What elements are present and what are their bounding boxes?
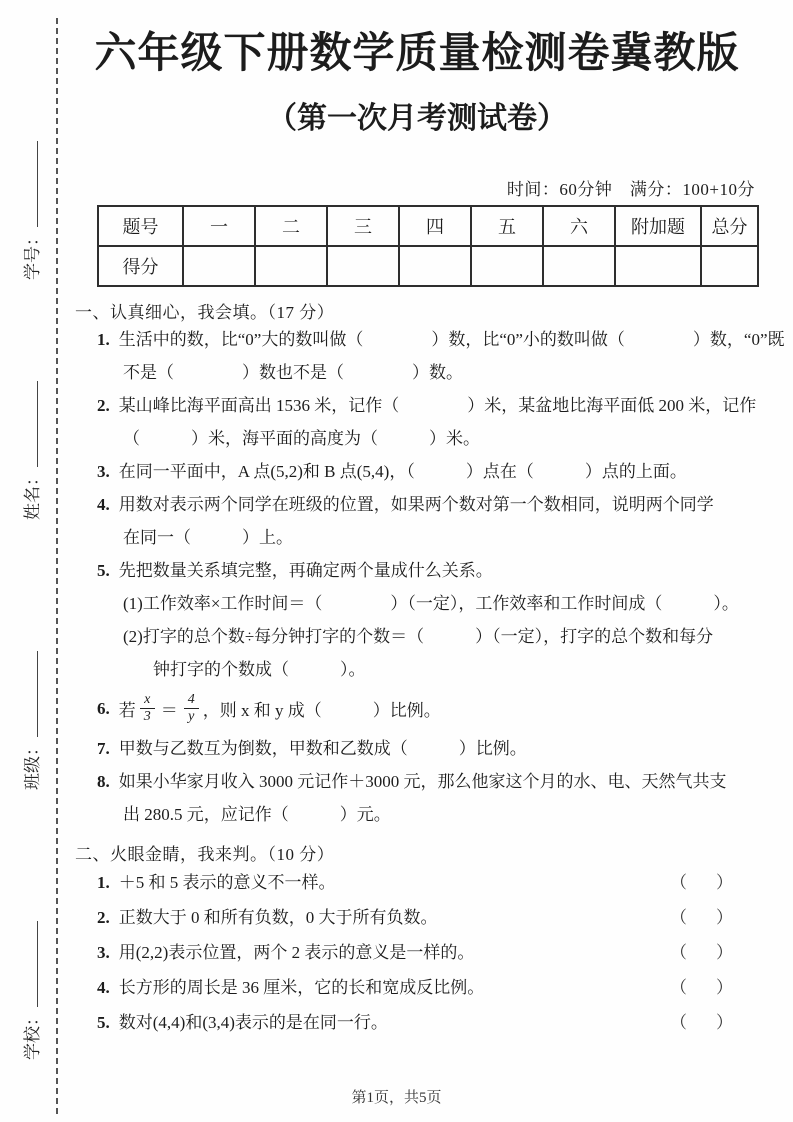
- seal-label-student-id: 学号：: [23, 229, 42, 280]
- answer-parentheses: （ ）: [670, 1012, 739, 1032]
- section2-heading: 二、火眼金睛，我来判。（10 分）: [75, 844, 335, 864]
- question-5-sub-2-line-2: 钟打字的个数成（ ）。: [153, 659, 366, 679]
- score-header-cell: 附加题: [615, 206, 701, 246]
- score-cell-empty: [543, 246, 615, 286]
- judge-question-4: [97, 970, 739, 1005]
- question-text: 如果小华家月收入 3000 元记作＋3000 元，那么他家这个月的水、电、天然气共支: [118, 771, 727, 791]
- fill-in-line: [21, 141, 38, 227]
- page-number: 第1页，共5页: [351, 1090, 442, 1106]
- judge-question-3: [97, 935, 739, 970]
- question-number: 5.: [97, 560, 110, 580]
- question-3-line-1: [97, 455, 759, 488]
- score-header-cell: 四: [399, 206, 471, 246]
- seal-label-name: 姓名：: [23, 469, 42, 520]
- question-text: 在同一平面中，A 点(5,2)和 B 点(5,4)，（ ）点在（ ）点的上面。: [118, 461, 687, 481]
- judge-question-5: [97, 1005, 739, 1040]
- score-table: [97, 205, 759, 287]
- fill-in-line: [21, 921, 38, 1007]
- question-text: 正数大于 0 和所有负数，0 大于所有负数。: [118, 907, 438, 927]
- seal-field-name: [18, 370, 42, 520]
- score-cell-empty: [471, 246, 543, 286]
- question-2-line-1: [97, 389, 759, 422]
- question-text: 先把数量关系填完整，再确定两个量成什么关系。: [118, 560, 493, 580]
- question-number: 6.: [97, 698, 110, 718]
- question-1-line-2: 不是（ ）数也不是（ ）数。: [123, 362, 463, 382]
- question-6-line: [97, 686, 759, 732]
- question-text: 生活中的数，比“0”大的数叫做（ ）数，比“0”小的数叫做（ ）数，“0”既: [118, 329, 785, 349]
- question-8-line-2: 出 280.5 元，应记作（ ）元。: [123, 804, 391, 824]
- score-header-cell: 一: [183, 206, 255, 246]
- page-title: 六年级下册数学质量检测卷冀教版: [94, 31, 740, 77]
- question-text: ＋5 和 5 表示的意义不一样。: [118, 872, 336, 892]
- question-5-sub-1: (1)工作效率×工作时间＝（ ）（一定），工作效率和工作时间成（ ）。: [123, 593, 739, 613]
- score-table-header-row: [98, 206, 758, 246]
- section2-questions: [75, 865, 759, 1040]
- equals-sign: ＝: [160, 701, 178, 720]
- question-4-line-1: [97, 488, 759, 521]
- question-text: 数对(4,4)和(3,4)表示的是在同一行。: [118, 1012, 388, 1032]
- question-text: 用(2,2)表示位置，两个 2 表示的意义是一样的。: [118, 942, 475, 962]
- section1-questions: [97, 323, 785, 831]
- question-5-intro: [97, 554, 759, 587]
- answer-parentheses: （ ）: [670, 907, 739, 927]
- question-text: 某山峰比海平面高出 1536 米，记作（ ）米，某盆地比海平面低 200 米，记作: [118, 395, 757, 415]
- seal-label-class: 班级：: [23, 739, 42, 790]
- score-header-cell: 六: [543, 206, 615, 246]
- section1-heading: 一、认真细心，我会填。（17 分）: [75, 302, 335, 322]
- question-number: 2.: [97, 395, 110, 415]
- score-cell-empty: [615, 246, 701, 286]
- question-number: 7.: [97, 738, 110, 758]
- score-cell-empty: [183, 246, 255, 286]
- score-cell-empty: [399, 246, 471, 286]
- page-subtitle: （第一次月考测试卷）: [267, 101, 567, 135]
- answer-parentheses: （ ）: [670, 942, 739, 962]
- question-number: 4.: [97, 494, 110, 514]
- score-row-label: 得分: [98, 246, 183, 286]
- question-text-pre: 若: [118, 701, 136, 720]
- score-header-cell: 题号: [98, 206, 183, 246]
- fraction-x-over-3: $\frac{x}{3}$: [140, 692, 155, 725]
- question-number: 3.: [97, 461, 110, 481]
- fraction-4-over-y: $\frac{4}{y}$: [184, 692, 199, 725]
- question-number: 5.: [97, 1012, 110, 1032]
- score-cell-empty: [701, 246, 758, 286]
- score-header-cell: 二: [255, 206, 327, 246]
- exam-meta: 时间：60分钟 满分：100+10分: [506, 179, 755, 199]
- question-number: 8.: [97, 771, 110, 791]
- fill-in-line: [21, 381, 38, 467]
- score-header-cell: 三: [327, 206, 399, 246]
- question-number: 1.: [97, 872, 110, 892]
- question-text: 用数对表示两个同学在班级的位置，如果两个数对第一个数相同，说明两个同学: [118, 494, 714, 514]
- question-number: 3.: [97, 942, 110, 962]
- score-header-cell: 总分: [701, 206, 758, 246]
- seal-label-school: 学校：: [23, 1009, 42, 1060]
- question-8-line-1: [97, 765, 759, 798]
- question-number: 2.: [97, 907, 110, 927]
- fill-in-line: [21, 651, 38, 737]
- judge-question-1: [97, 865, 739, 900]
- score-cell-empty: [327, 246, 399, 286]
- question-7-line-1: [97, 732, 759, 765]
- judge-question-2: [97, 900, 739, 935]
- question-2-line-2: （ ）米，海平面的高度为（ ）米。: [123, 428, 480, 448]
- main-content: [75, 28, 785, 1040]
- answer-parentheses: （ ）: [670, 977, 739, 997]
- question-1-line-1: [97, 323, 785, 356]
- seal-field-school: [18, 910, 42, 1060]
- question-text: 长方形的周长是 36 厘米，它的长和宽成反比例。: [118, 977, 485, 997]
- score-header-cell: 五: [471, 206, 543, 246]
- question-5-sub-2-line-1: (2)打字的总个数÷每分钟打字的个数＝（ ）（一定），打字的总个数和每分: [123, 626, 714, 646]
- seal-field-class: [18, 640, 42, 790]
- score-table-score-row: [98, 246, 758, 286]
- seal-field-student-id: [18, 130, 42, 280]
- seal-dashed-line: [56, 18, 58, 1114]
- question-text: 甲数与乙数互为倒数，甲数和乙数成（ ）比例。: [118, 738, 527, 758]
- question-4-line-2: 在同一（ ）上。: [123, 527, 293, 547]
- question-number: 1.: [97, 329, 110, 349]
- question-text-post: ，则 x 和 y 成（ ）比例。: [202, 701, 441, 720]
- score-cell-empty: [255, 246, 327, 286]
- answer-parentheses: （ ）: [670, 872, 739, 892]
- question-number: 4.: [97, 977, 110, 997]
